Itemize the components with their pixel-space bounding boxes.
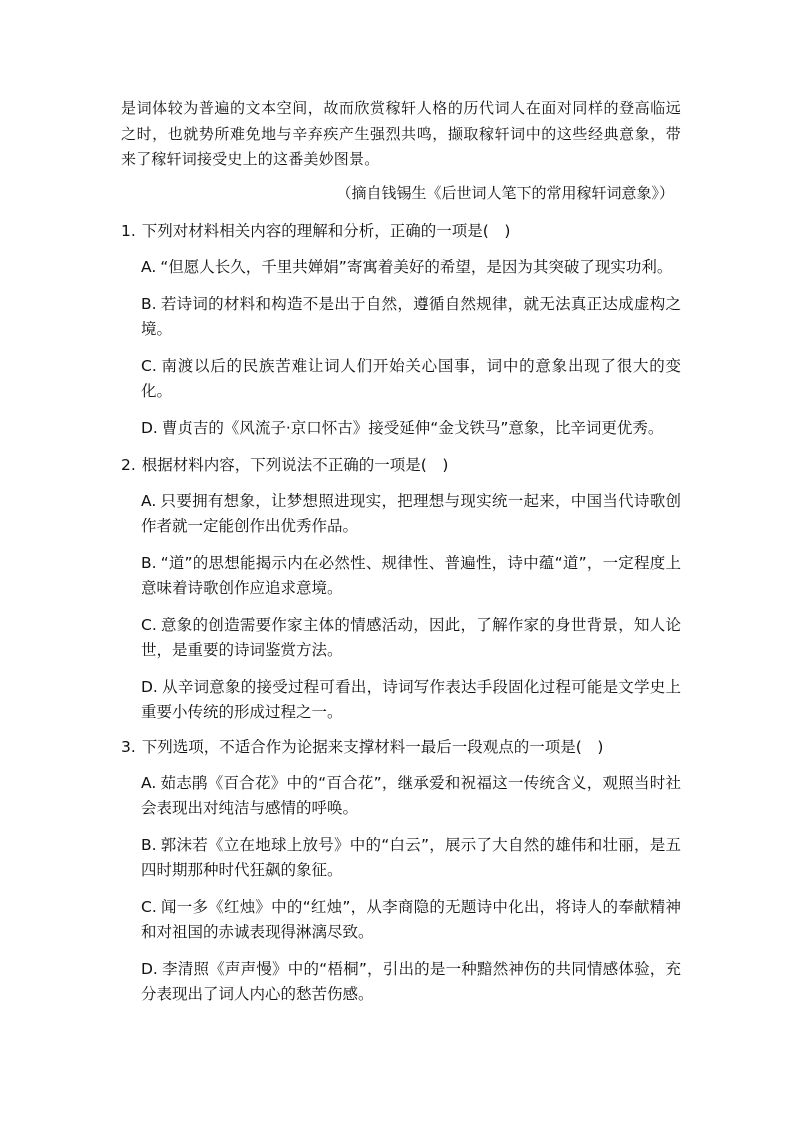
passage-text: 是词体较为普遍的文本空间，故而欣赏稼轩人格的历代词人在面对同样的登高临远之时，也就势所难免地与辛弃疾产生强烈共鸣，撷取稼轩词中的这些经典意象，带来了稼轩词接受史上的这番美妙图景。 — [121, 99, 681, 168]
option-text: 茹志鹃《百合花》中的“百合花”，继承爱和祝福这一传统含义，观照当时社会表现出对纯洁与感情的呼唤。 — [141, 774, 681, 817]
option-label: B. — [141, 554, 157, 572]
question-number: 1. — [121, 222, 136, 240]
question-stem — [121, 735, 681, 759]
question-text: 下列选项，不适合作为论据来支撑材料一最后一段观点的一项是( ) — [141, 738, 604, 756]
option-a — [141, 489, 681, 539]
option-a — [141, 255, 681, 280]
question-stem — [121, 453, 681, 477]
option-b — [141, 551, 681, 601]
option-label: D. — [141, 960, 158, 978]
option-text: 意象的创造需要作家主体的情感活动，因此，了解作家的身世背景，知人论世，是重要的诗词鉴赏方法。 — [141, 616, 681, 659]
option-label: C. — [141, 898, 157, 916]
question-number: 2. — [121, 456, 136, 474]
reading-passage — [121, 96, 681, 173]
option-label: D. — [141, 678, 158, 696]
option-text: 若诗词的材料和构造不是出于自然，遵循自然规律，就无法真正达成虚构之境。 — [141, 295, 681, 338]
option-text: 李清照《声声慢》中的“梧桐”，引出的是一种黯然神伤的共同情感体验，充分表现出了词人内心的愁苦伤感。 — [141, 960, 681, 1003]
option-text: “道”的思想能揭示内在必然性、规律性、普遍性，诗中蕴“道”，一定程度上意味着诗歌创作应追求意境。 — [141, 554, 681, 597]
option-text: 只要拥有想象，让梦想照进现实，把理想与现实统一起来，中国当代诗歌创作者就一定能创作出优秀作品。 — [141, 492, 681, 535]
question-text: 下列对材料相关内容的理解和分析，正确的一项是( ) — [141, 222, 511, 240]
option-label: B. — [141, 295, 157, 313]
option-label: D. — [141, 419, 158, 437]
question-number: 3. — [121, 738, 136, 756]
option-c — [141, 354, 681, 404]
option-b — [141, 292, 681, 342]
option-label: A. — [141, 492, 157, 510]
option-label: A. — [141, 258, 157, 276]
question-3 — [121, 735, 681, 1007]
option-b — [141, 833, 681, 883]
option-text: “但愿人长久，千里共婵娟”寄寓着美好的希望，是因为其突破了现实功利。 — [160, 258, 673, 276]
question-1 — [121, 219, 681, 441]
option-c — [141, 895, 681, 945]
option-c — [141, 613, 681, 663]
option-text: 从辛词意象的接受过程可看出，诗词写作表达手段固化过程可能是文学史上重要小传统的形成过程之一。 — [141, 678, 681, 721]
option-text: 曹贞吉的《风流子·京口怀古》接受延伸“金戈铁马”意象，比辛词更优秀。 — [161, 419, 664, 437]
passage-source: （摘自钱锡生《后世词人笔下的常用稼轩词意象》） — [336, 184, 674, 202]
option-text: 南渡以后的民族苦难让词人们开始关心国事，词中的意象出现了很大的变化。 — [141, 357, 681, 400]
option-d — [141, 416, 681, 441]
option-d — [141, 675, 681, 725]
option-d — [141, 957, 681, 1007]
option-text: 郭沫若《立在地球上放号》中的“白云”，展示了大自然的雄伟和壮丽，是五四时期那种时代狂飙的象征。 — [141, 836, 681, 879]
question-2 — [121, 453, 681, 725]
option-label: A. — [141, 774, 157, 792]
question-text: 根据材料内容，下列说法不正确的一项是( ) — [141, 456, 449, 474]
question-stem — [121, 219, 681, 243]
option-label: C. — [141, 357, 157, 375]
option-a — [141, 771, 681, 821]
option-text: 闻一多《红烛》中的“红烛”，从李商隐的无题诗中化出，将诗人的奉献精神和对祖国的赤诚表现得淋漓尽致。 — [141, 898, 681, 941]
option-label: C. — [141, 616, 157, 634]
option-label: B. — [141, 836, 157, 854]
